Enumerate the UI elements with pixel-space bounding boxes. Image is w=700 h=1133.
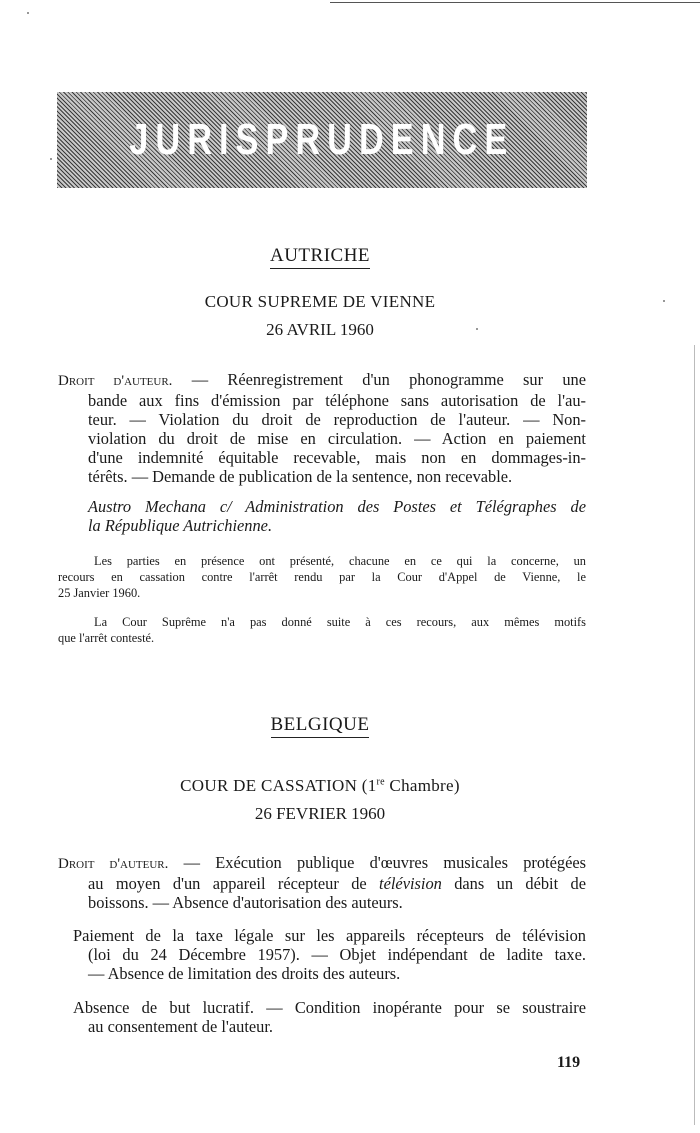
top-rule [330, 2, 700, 3]
section-banner [57, 92, 587, 188]
paragraph-line: que l'arrêt contesté. [58, 631, 155, 645]
summary-line: violation du droit de mise en circulation. — Action en paiement [88, 429, 586, 448]
court-name-belgium: COUR DE CASSATION (1re Chambre) [180, 776, 460, 795]
summary-lead: Droit d'auteur. [58, 856, 169, 872]
country-heading-austria: AUTRICHE [0, 245, 640, 267]
summary-line: au moyen d'un appareil récepteur de télévision dans un débit de [88, 874, 586, 893]
case-parties-austria [58, 497, 586, 535]
speck [663, 300, 665, 302]
ruling-paragraph-2 [58, 614, 586, 646]
summary-line: Droit d'auteur. — Exécution publique d'œuvres musicales protégées [58, 853, 586, 872]
paragraph-line: La Cour Suprême n'a pas donné suite à ces recours, aux mêmes motifs [94, 615, 586, 629]
summary-line: Absence de but lucratif. — Condition inopérante pour se soustraire [73, 998, 586, 1017]
summary-lead: Droit d'auteur. [58, 373, 173, 389]
summary-line: (loi du 24 Décembre 1957). — Objet indépendant de ladite taxe. [88, 945, 586, 964]
parties-line: la République Autrichienne. [88, 516, 273, 535]
speck [27, 12, 29, 14]
page-edge-line [694, 345, 695, 1125]
paragraph-line: 25 Janvier 1960. [58, 586, 141, 600]
summary-line: au consentement de l'auteur. [88, 1017, 274, 1036]
case-summary-austria [58, 370, 586, 486]
decision-date-austria: 26 AVRIL 1960 [266, 320, 374, 339]
parties-line: Austro Mechana c/ Administration des Postes et Télégraphes de [88, 497, 586, 516]
summary-line: bande aux fins d'émission par téléphone sans autorisation de l'au- [88, 391, 586, 410]
summary-line: Droit d'auteur. — Réenregistrement d'un phonogramme sur une [58, 370, 586, 389]
paragraph-line: Les parties en présence ont présenté, chacune en ce qui la concerne, un [94, 554, 586, 568]
ruling-paragraph-1 [58, 553, 586, 601]
summary-line: boissons. — Absence d'autorisation des auteurs. [88, 893, 403, 912]
summary-line: Paiement de la taxe légale sur les appareils récepteurs de télévision [73, 926, 586, 945]
page-number: 119 [557, 1054, 581, 1071]
country-heading-belgium: BELGIQUE [0, 714, 640, 736]
summary-line: teur. — Violation du droit de reproduction de l'auteur. — Non- [88, 410, 586, 429]
case-summary-belgium-profit [58, 998, 586, 1036]
speck [476, 328, 478, 330]
court-name-austria: COUR SUPREME DE VIENNE [204, 292, 436, 311]
case-summary-belgium-tax [58, 926, 586, 983]
summary-line: d'une indemnité équitable recevable, mais non en dommages-in- [88, 448, 586, 467]
case-summary-belgium [58, 853, 586, 912]
banner-title: JURISPRUDENCE [129, 115, 515, 164]
summary-line: — Absence de limitation des droits des auteurs. [88, 964, 401, 983]
decision-date-belgium: 26 FEVRIER 1960 [254, 804, 386, 823]
speck [50, 158, 52, 160]
paragraph-line: recours en cassation contre l'arrêt rendu par la Cour d'Appel de Vienne, le [58, 570, 586, 584]
summary-line: térêts. — Demande de publication de la sentence, non recevable. [88, 467, 513, 486]
